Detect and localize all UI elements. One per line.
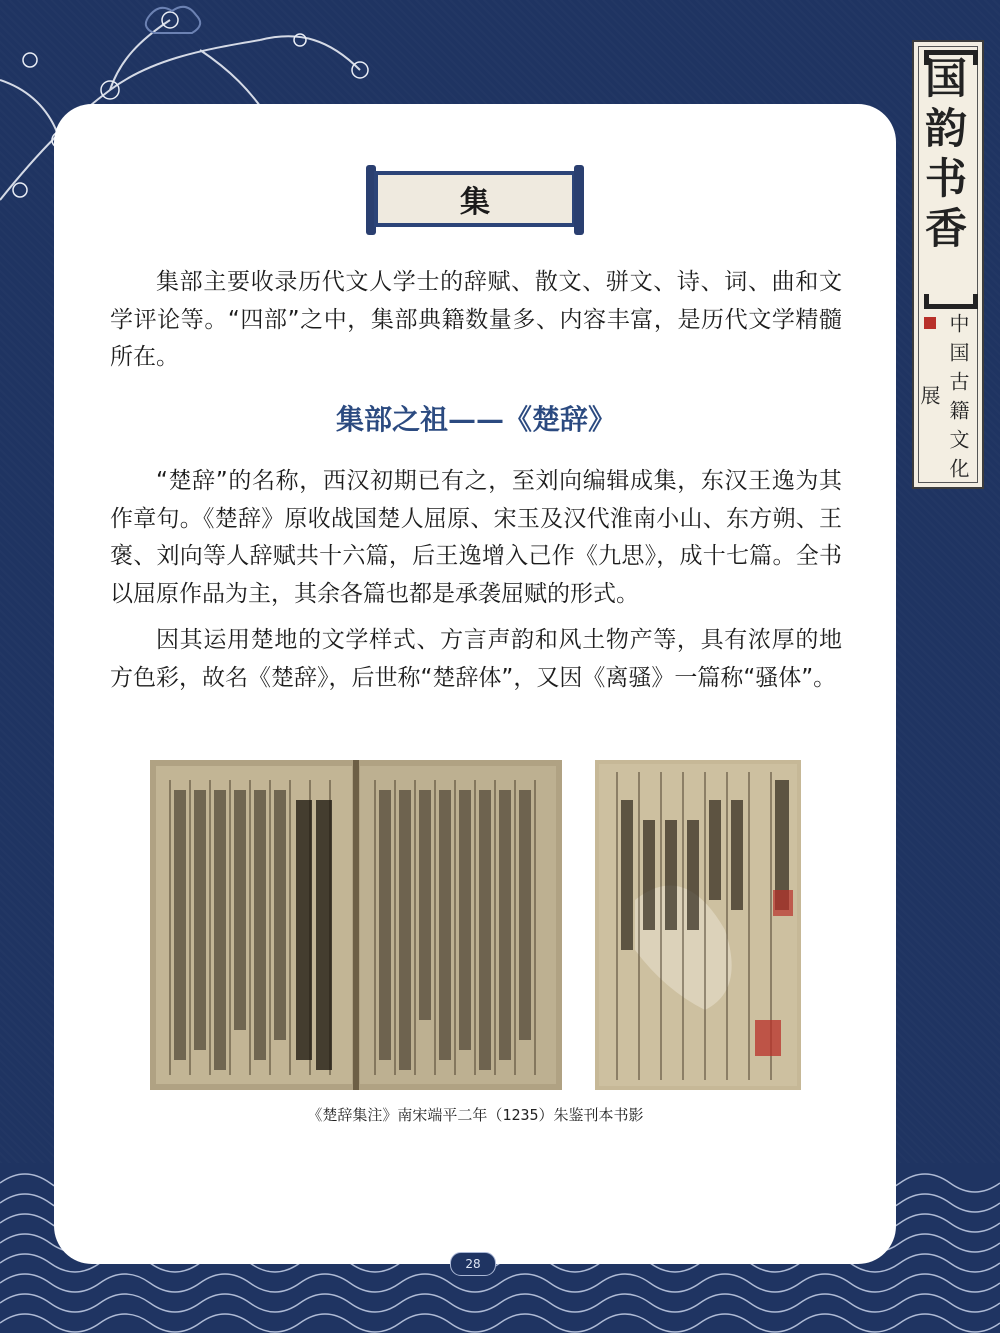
banner-title-char: 书 (924, 154, 967, 203)
section-title: 集 (378, 175, 572, 223)
book-contents-photo (595, 760, 801, 1090)
body-paragraph: “楚辞”的名称，西汉初期已有之，至刘向编辑成集，东汉王逸为其作章句。《楚辞》原收战国楚人屈原、宋玉及汉代淮南小山、东方朔、王褒、刘向等人辞赋共十六篇，后王逸增入己作《九思》，成十七篇。全书以屈原作品为主，其余各篇也都是承袭屈赋的形式。 (110, 468, 842, 607)
banner-title (920, 54, 972, 254)
banner-bracket-bottom (924, 294, 978, 309)
banner-title-char: 韵 (924, 104, 967, 153)
body-paragraph: 因其运用楚地的文学样式、方言声韵和风土物产等，具有浓厚的地方色彩，故名《楚辞》，后世称“楚辞体”，又因《离骚》一篇称“骚体”。 (110, 627, 842, 691)
banner-title-char: 香 (924, 204, 967, 253)
banner-subtitle: 中国古籍文化展 (917, 312, 970, 487)
scroll-rod-right (574, 165, 584, 235)
seal-icon (924, 317, 936, 329)
subsection-heading: 集部之祖——《楚辞》 (335, 403, 616, 436)
page-number: 28 (450, 1252, 496, 1276)
book-page-photo (150, 760, 562, 1090)
section-scroll (366, 165, 584, 235)
scroll-body (374, 171, 576, 227)
intro-paragraph: 集部主要收录历代文人学士的辞赋、散文、骈文、诗、词、曲和文学评论等。“四部”之中，集部典籍数量多、内容丰富，是历代文学精髓所在。 (110, 269, 842, 370)
exhibition-banner (912, 40, 984, 489)
banner-title-char: 国 (924, 54, 967, 103)
figure-caption: 《楚辞集注》南宋端平二年（1235）朱鉴刊本书影 (307, 1106, 644, 1124)
